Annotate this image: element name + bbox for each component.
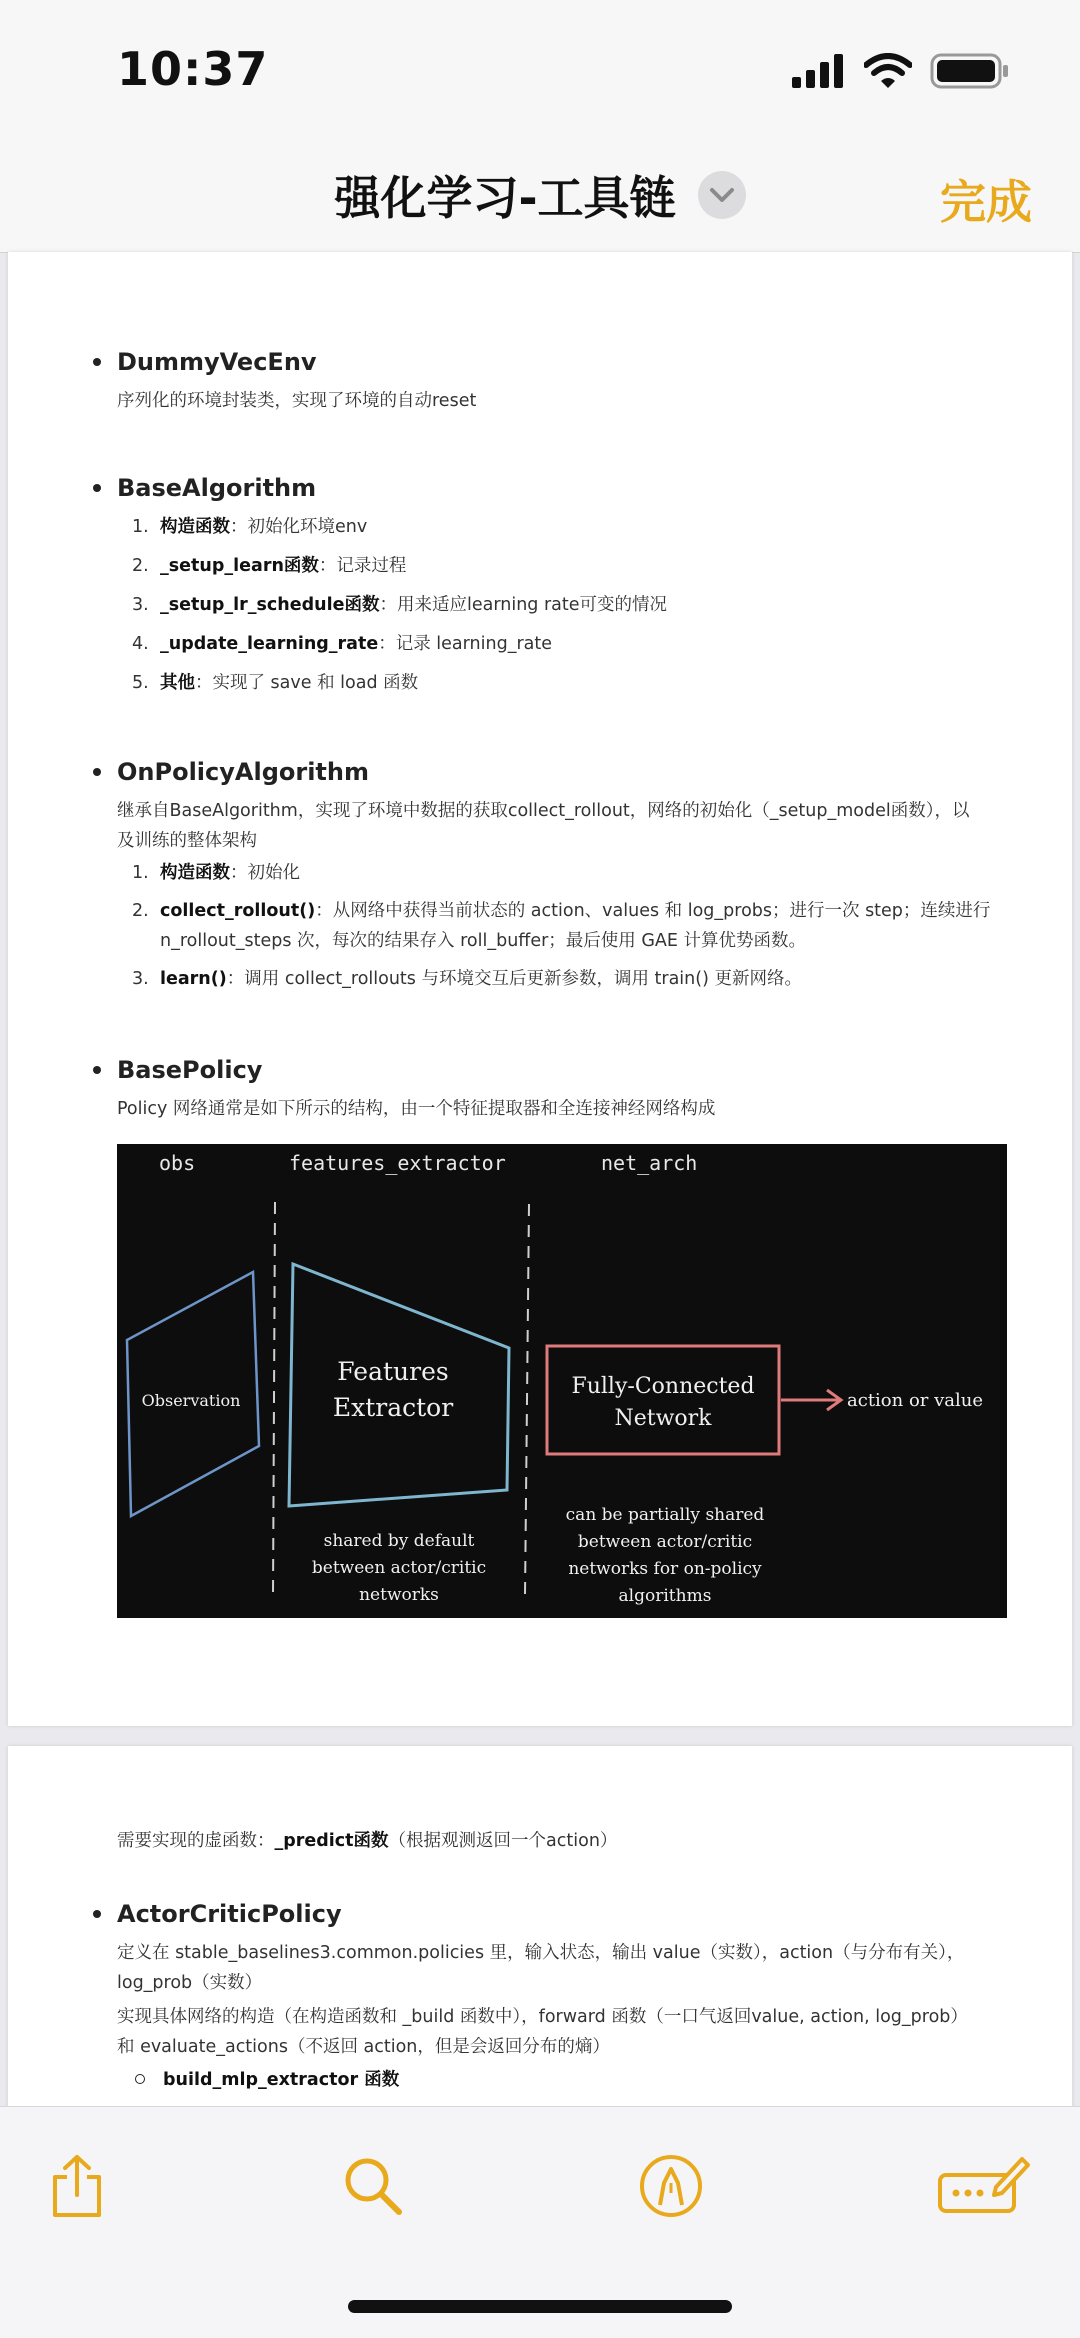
features-extractor-label-line1: Features xyxy=(337,1357,449,1386)
document-title[interactable] xyxy=(0,162,1080,228)
section-description: 定义在 stable_baselines3.common.policies 里，输入状态，输出 value（实数），action（与分布有关）， log_prob（实数） xyxy=(117,1943,965,1993)
section-heading: BaseAlgorithm xyxy=(117,474,1007,502)
list-item: 3. _setup_lr_schedule函数：用来适应learning rate可变的情况 xyxy=(132,595,668,615)
share-icon[interactable] xyxy=(42,2151,112,2221)
list-item: 4. _update_learning_rate：记录 learning_rate xyxy=(132,634,552,654)
section-basepolicy xyxy=(117,1056,1007,1124)
section-description-2: 实现具体网络的构造（在构造函数和 _build 函数中），forward 函数（一口气返回value, action, log_prob） 和 evaluate_actions（不返回 action，但是会返回分布的熵） xyxy=(117,2007,968,2057)
section-heading: DummyVecEnv xyxy=(117,348,1007,376)
fully-connected-label-line1: Fully-Connected xyxy=(571,1374,755,1399)
section-actorcriticpolicy xyxy=(117,1900,1007,2091)
section-dummyvecenv xyxy=(117,348,1007,416)
note-partial-line2: between actor/critic xyxy=(577,1532,753,1552)
virtual-function-text: 需要实现的虚函数：_predict函数（根据观测返回一个action） xyxy=(117,1831,618,1851)
list-item: 5. 其他：实现了 save 和 load 函数 xyxy=(132,673,419,693)
list-item: 2. collect_rollout()：从网络中获得当前状态的 action、values 和 log_probs；进行一次 step；连续进行 n_rollout_steps 次，每次的结果存入 roll_buffer；最后使用 GAE 计算优势函数。 xyxy=(132,901,991,951)
section-virtual-function xyxy=(117,1826,1007,1856)
wifi-icon xyxy=(864,53,912,89)
note-partial-line4: algorithms xyxy=(618,1586,712,1606)
document-title-text: 强化学习-工具链 xyxy=(334,171,676,225)
note-partial-line3: networks for on-policy xyxy=(568,1559,762,1579)
note-shared-line3: networks xyxy=(359,1585,439,1605)
section-description: 继承自BaseAlgorithm，实现了环境中数据的获取collect_rollout，网络的初始化（_setup_model函数），以 及训练的整体架构 xyxy=(117,801,970,851)
diagram-header-obs: obs xyxy=(159,1151,196,1175)
policy-network-diagram xyxy=(117,1144,1007,1618)
done-button[interactable]: 完成 xyxy=(940,175,1032,229)
note-shared-line1: shared by default xyxy=(323,1531,475,1551)
keyboard-edit-icon[interactable] xyxy=(934,2151,1030,2221)
list-item: 2. _setup_learn函数：记录过程 xyxy=(132,556,407,576)
note-partial-line1: can be partially shared xyxy=(565,1505,765,1525)
status-bar xyxy=(0,0,1080,140)
section-basealgorithm xyxy=(117,474,1007,698)
home-indicator[interactable] xyxy=(348,2300,732,2313)
diagram-header-netarch: net_arch xyxy=(601,1151,698,1175)
status-time: 10:37 xyxy=(117,42,269,96)
section-description: 序列化的环境封装类，实现了环境的自动reset xyxy=(117,391,477,411)
battery-icon xyxy=(930,52,1010,90)
markup-pen-icon[interactable] xyxy=(636,2151,706,2221)
diagram-header-features: features_extractor xyxy=(289,1151,506,1175)
status-icons xyxy=(790,52,1010,90)
list-item: 1. 构造函数：初始化 xyxy=(132,863,300,883)
cellular-signal-icon xyxy=(790,53,846,89)
note-shared-line2: between actor/critic xyxy=(311,1558,487,1578)
section-heading: BasePolicy xyxy=(117,1056,1007,1084)
observation-label: Observation xyxy=(141,1391,241,1410)
section-heading: ActorCriticPolicy xyxy=(117,1900,1007,1928)
fully-connected-label-line2: Network xyxy=(614,1406,712,1431)
list-item: 3. learn()：调用 collect_rollouts 与环境交互后更新参数，调用 train() 更新网络。 xyxy=(132,969,802,989)
list-item: 1. 构造函数：初始化环境env xyxy=(132,517,368,537)
section-onpolicyalgorithm xyxy=(117,758,1007,994)
section-heading: OnPolicyAlgorithm xyxy=(117,758,1007,786)
output-label: action or value xyxy=(847,1390,984,1411)
search-icon[interactable] xyxy=(338,2151,408,2221)
navigation-bar xyxy=(0,140,1080,253)
fully-connected-shape xyxy=(547,1346,779,1454)
sub-list-item: build_mlp_extractor 函数 xyxy=(117,2066,1007,2091)
chevron-down-icon[interactable] xyxy=(698,171,746,219)
features-extractor-label-line2: Extractor xyxy=(332,1393,454,1422)
section-description: Policy 网络通常是如下所示的结构，由一个特征提取器和全连接神经网络构成 xyxy=(117,1099,716,1119)
